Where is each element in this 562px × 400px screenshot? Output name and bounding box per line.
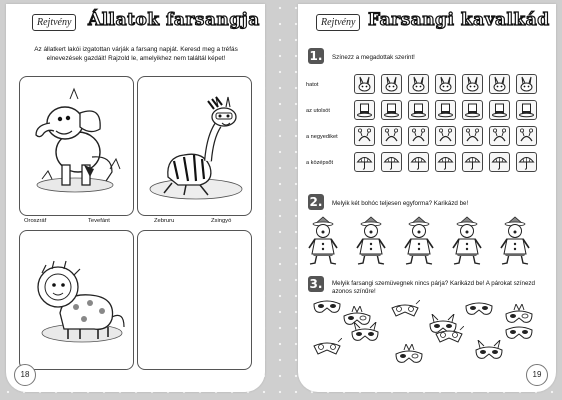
task1-number: 1. [309,49,323,63]
grid-cell-umbrella-icon[interactable] [408,152,429,172]
clown-icon[interactable] [498,216,532,271]
grid-cell-antenna-headband-icon[interactable] [435,126,456,146]
left-intro: Az állatkert lakói izgatottan várják a farsang napját. Keresd meg a tréfás elnevezések gazdáit! Rajzold le, amelyikhez nem találtál képet! [34,46,238,62]
grid-cell-rabbit-mask-icon[interactable] [381,74,402,94]
grid-cell-rabbit-mask-icon[interactable] [354,74,375,94]
grid-cell-antenna-headband-icon[interactable] [489,126,510,146]
grid-cell-umbrella-icon[interactable] [489,152,510,172]
empty-drawing-panel[interactable] [137,230,252,370]
option-zebruru: Zebruru [154,218,175,224]
grid-cell-antenna-headband-icon[interactable] [408,126,429,146]
left-page-number: 18 [14,364,36,386]
grid-cell-top-hat-icon[interactable] [381,100,402,120]
grid-cell-umbrella-icon[interactable] [462,152,483,172]
party-mask-icon[interactable] [394,344,424,371]
task3-text: Melyik farsangi szemüvegnek nincs párja? Karikázd be! A párokat színezd azonos színűre! [332,280,535,295]
grid-cell-antenna-headband-icon[interactable] [462,126,483,146]
clown-icon[interactable] [354,216,388,271]
party-mask-icon[interactable] [474,340,504,367]
grid-cell-top-hat-icon[interactable] [462,100,483,120]
option-oroszraf: Oroszráf [24,218,47,224]
row-label-a-negyediket: a negyediket [306,134,338,140]
clown-icon[interactable] [402,216,436,271]
party-mask-icon[interactable] [434,326,464,351]
grid-cell-top-hat-icon[interactable] [489,100,510,120]
grid-cell-umbrella-icon[interactable] [354,152,375,172]
zebra-drawing [138,77,251,215]
task3-number: 3. [309,277,323,291]
party-mask-icon[interactable] [390,300,420,325]
option-tevefant: Tevefánt [88,218,110,224]
right-page [298,4,556,392]
row-label-hatot: hatot [306,82,319,88]
grid-cell-rabbit-mask-icon[interactable] [408,74,429,94]
right-page-number: 19 [526,364,548,386]
clown-icon[interactable] [450,216,484,271]
grid-cell-rabbit-mask-icon[interactable] [489,74,510,94]
grid-cell-top-hat-icon[interactable] [354,100,375,120]
grid-cell-umbrella-icon[interactable] [381,152,402,172]
right-tag: Rejtvény [316,14,360,31]
grid-cell-umbrella-icon[interactable] [516,152,537,172]
grid-cell-antenna-headband-icon[interactable] [516,126,537,146]
party-mask-icon[interactable] [464,300,494,323]
grid-cell-top-hat-icon[interactable] [516,100,537,120]
grid-cell-top-hat-icon[interactable] [435,100,456,120]
party-mask-icon[interactable] [312,338,342,363]
elephant-drawing [20,77,133,215]
grid-cell-antenna-headband-icon[interactable] [381,126,402,146]
left-title: Állatok farsangja [88,10,260,30]
task2-number: 2. [309,195,323,209]
elephant-panel [19,76,134,216]
grid-cell-top-hat-icon[interactable] [408,100,429,120]
grid-cell-antenna-headband-icon[interactable] [354,126,375,146]
left-tag: Rejtvény [32,14,76,31]
grid-cell-umbrella-icon[interactable] [435,152,456,172]
row-label-a-kozepsot: a középsőt [306,160,334,166]
left-page [6,4,265,392]
left-title-row [6,8,265,36]
party-mask-icon[interactable] [504,324,534,347]
zebra-panel [137,76,252,216]
task2-text: Melyik két bohóc teljesen egyforma? Karikázd be! [332,200,469,207]
party-mask-icon[interactable] [312,298,342,321]
lion-drawing [20,231,133,369]
grid-cell-rabbit-mask-icon[interactable] [435,74,456,94]
lion-panel [19,230,134,370]
right-title-row [298,8,556,36]
grid-cell-rabbit-mask-icon[interactable] [516,74,537,94]
task1-text: Színezz a megadottak szerint! [332,54,415,61]
clown-icon[interactable] [306,216,340,271]
party-mask-icon[interactable] [350,322,380,349]
grid-cell-rabbit-mask-icon[interactable] [462,74,483,94]
right-title: Farsangi kavalkád [368,10,550,30]
option-zsingyo: Zsingyó [211,218,232,224]
row-label-az-utolsot: az utolsót [306,108,330,114]
